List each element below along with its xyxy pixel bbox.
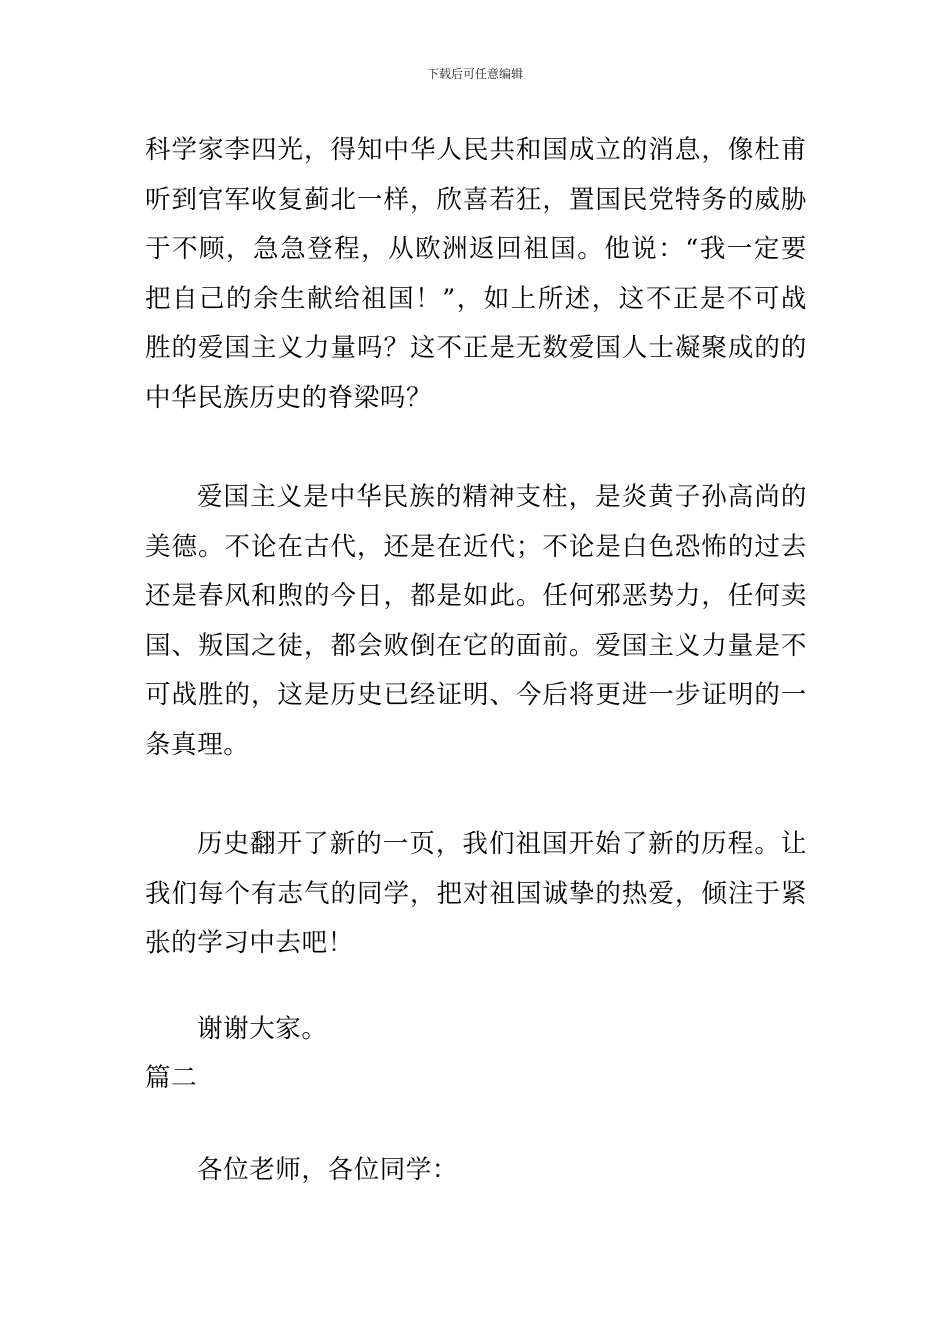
document-body	[145, 126, 807, 1195]
paragraph-li-siguang: 科学家李四光，得知中华人民共和国成立的消息，像杜甫听到官军收复蓟北一样，欣喜若狂，置国民党特务的威胁于不顾，急急登程，从欧洲返回祖国。他说：“我一定要把自己的余生献给祖国！”，如上所述，这不正是不可战胜的爱国主义力量吗？这不正是无数爱国人士凝聚成的的中华民族历史的脊梁吗？	[145, 135, 807, 413]
paragraph-new-chapter: 历史翻开了新的一页，我们祖国开始了新的历程。让我们每个有志气的同学，把对祖国诚挚的热爱，倾注于紧张的学习中去吧！	[145, 829, 807, 958]
page-header: 下载后可任意编辑	[426, 67, 523, 81]
paragraph-patriotism: 爱国主义是中华民族的精神支柱，是炎黄子孙高尚的美德。不论在古代，还是在近代；不论是白色恐怖的过去还是春风和煦的今日，都是如此。任何邪恶势力，任何卖国、叛国之徒，都会败倒在它的面前。爱国主义力量是不可战胜的，这是历史已经证明、今后将更进一步证明的一条真理。	[145, 482, 807, 760]
section-heading: 篇二	[145, 1063, 198, 1093]
paragraph-thanks: 谢谢大家。	[197, 1013, 328, 1044]
greeting-line: 各位老师，各位同学：	[197, 1154, 459, 1185]
